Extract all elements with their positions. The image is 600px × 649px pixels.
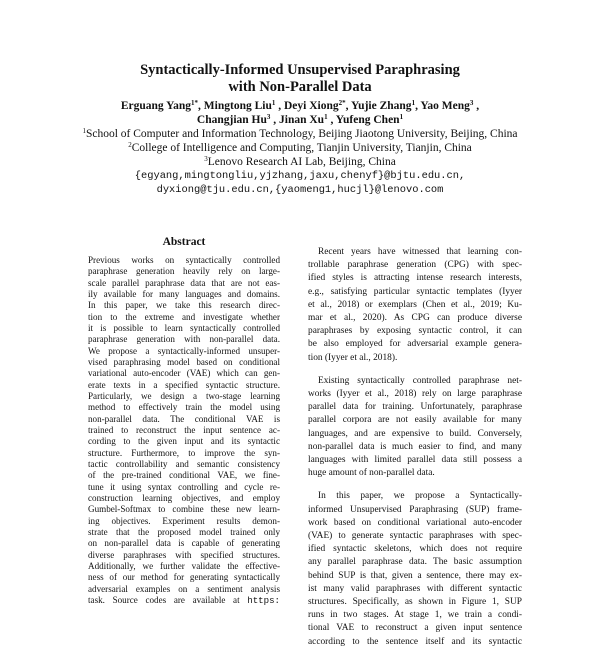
- text-line: Gumbel-Softmax to combine these new learn-: [88, 504, 280, 515]
- author-name: Erguang Yang: [120, 100, 192, 112]
- text-line: runs in two stages. At stage 1, we train a condi-: [308, 610, 522, 621]
- affiliation-text: School of Computer and Information Technology, Beijing Jiaotong University, Beijing, China: [85, 128, 518, 140]
- email-line-1: {egyang,mingtongliu,yjzhang,jaxu,chenyf}@bjtu.edu.cn,: [134, 170, 466, 182]
- intro-paragraph-1: [308, 246, 522, 365]
- text-line: trollable paraphrase generation (CPG) with spec-: [308, 260, 522, 271]
- text-line: on non-parallel data is capable of generating: [88, 538, 280, 549]
- text-line: strate that the proposed model trained only: [88, 526, 280, 537]
- author-affiliation-mark: 1: [399, 113, 404, 121]
- text-line: vised paraphrasing model based on conditional: [88, 356, 280, 367]
- text-line: ily available for many languages and domains.: [88, 288, 280, 299]
- text-line: non-parallel data is much easier to find, and many: [308, 441, 522, 452]
- title-line-1: Syntactically-Informed Unsupervised Paraphrasing: [140, 62, 460, 78]
- text-line: diverse paraphrases with specified structures.: [88, 549, 280, 560]
- author-name: Yujie Zhang: [350, 100, 412, 112]
- text-line: paraphrase generation with non-parallel data.: [88, 334, 280, 345]
- text-line: ist many valid paraphrases with different syntactic: [308, 583, 522, 594]
- text-line: paraphrases by exposing syntactic control, it can: [308, 326, 522, 337]
- text-line: mar et al., 2020). As CPG can produce diverse: [308, 313, 522, 324]
- text-line: In this paper, we propose a Syntactically-: [318, 491, 522, 502]
- text-line: tion to the extreme and investigate whether: [88, 311, 280, 322]
- text-line: scale parallel paraphrase data that are not eas-: [88, 277, 280, 288]
- introduction-column: [308, 246, 522, 649]
- author-separator: ,: [327, 114, 336, 126]
- text-line: works (Iyyer et al., 2018) rely on large paraphrase: [308, 389, 522, 400]
- author-affiliation-mark: 1: [324, 113, 328, 121]
- author-affiliation-mark: 1: [271, 99, 276, 107]
- text-line: [88, 595, 280, 606]
- text-line: (VAE) to generate syntactic paraphrases with spec-: [308, 531, 522, 542]
- text-line: Previous works on syntactically controlled: [88, 255, 280, 265]
- authors-line-2: [0, 113, 600, 127]
- affiliation-mark: 3: [204, 155, 208, 163]
- author-name: Yao Meng: [420, 100, 470, 112]
- author-separator: ,: [415, 100, 421, 112]
- intro-paragraph-3: [308, 490, 522, 648]
- text-line: huge amount of non-parallel data.: [308, 468, 435, 479]
- text-line: languages with limited parallel data still possess a: [308, 455, 522, 466]
- text-line: work based on conditional variational auto-encoder: [308, 517, 522, 528]
- author-affiliation-mark: 2*: [338, 99, 346, 107]
- text-line: et al., 2018) or exemplars (Chen et al., 2019; Ku-: [308, 299, 522, 310]
- affiliation-line: [0, 155, 600, 169]
- author-separator: ,: [345, 100, 351, 112]
- text-line: variational auto-encoder (VAE) which can gen-: [88, 368, 280, 379]
- affiliation-line: [0, 141, 600, 155]
- author-separator: ,: [275, 100, 284, 112]
- text-line: adversarial examples on a sentiment analysis: [88, 583, 280, 594]
- title-line-2: with Non-Parallel Data: [228, 79, 372, 95]
- affiliation-mark: 1: [82, 127, 86, 135]
- author-affiliation-mark: 3: [266, 113, 271, 121]
- text-line: paraphrase generation heavily rely on large-: [88, 266, 280, 277]
- text-line: non-parallel data. The conditional VAE is: [88, 413, 280, 424]
- abstract-heading: Abstract: [162, 236, 206, 248]
- author-name: Yufeng Chen: [335, 114, 400, 126]
- text-line: e.g., satisfying particular syntactic templates (Iyyer: [308, 286, 522, 297]
- text-line: Recent years have witnessed that learning con-: [318, 247, 522, 257]
- text-line: erate texts in a specified syntactic structure.: [88, 379, 280, 390]
- text-line: tional VAE to reconstruct a given input sentence: [308, 623, 522, 634]
- intro-paragraph-2: [308, 375, 522, 481]
- author-name: Jinan Xu: [279, 114, 325, 126]
- text-line: it is possible to learn syntactically controlled: [88, 322, 280, 333]
- email-line-2: dyxiong@tju.edu.cn,{yaomeng1,hucjl}@lenovo.com: [156, 184, 444, 196]
- text-line: tion (Iyyer et al., 2018).: [308, 352, 398, 363]
- text-line: structures. Specifically, as shown in Figure 1, SUP: [308, 597, 522, 608]
- text-line: ified styles is attracting intense research interests,: [308, 273, 522, 284]
- text-line: structure. Furthermore, to improve the syn-: [88, 447, 280, 458]
- text-line: behind SUP is that, given a sentence, there may ex-: [308, 570, 522, 581]
- affiliation-text: College of Intelligence and Computing, Tianjin University, Tianjin, China: [131, 142, 472, 154]
- abstract-last-text: task. Source codes are available at: [88, 594, 248, 605]
- author-affiliation-mark: 1*: [191, 99, 199, 107]
- text-line: parallel corpora are not easily available for many: [308, 415, 522, 426]
- text-line: In this paper, we take this research direc-: [88, 300, 280, 311]
- text-line: of the pre-trained conditional VAE, we fine-: [88, 470, 280, 481]
- text-line: Existing syntactically controlled paraphrase net-: [318, 375, 522, 386]
- affiliation-mark: 2: [128, 141, 132, 149]
- author-name: Deyi Xiong: [283, 100, 339, 112]
- author-separator: ,: [473, 100, 480, 112]
- paper-title: [0, 62, 600, 96]
- author-separator: ,: [270, 114, 280, 126]
- author-affiliation-mark: 1: [411, 99, 416, 107]
- text-line: be also employed for adversarial example genera-: [308, 339, 522, 350]
- code-url-link[interactable]: https:: [247, 594, 280, 606]
- text-line: ified syntactic skeletons, which does not require: [308, 544, 522, 555]
- affiliation-text: Lenovo Research AI Lab, Beijing, China: [207, 156, 396, 168]
- text-line: cording to the given input and its syntactic: [88, 436, 280, 447]
- text-line: parallel data for training. Unfortunately, paraphrase: [308, 402, 522, 413]
- author-separator: ,: [198, 100, 204, 112]
- text-line: informed Unsupervised Paraphrasing (SUP) frame-: [308, 504, 522, 515]
- text-line: according to the sentence itself and its syntactic: [308, 636, 522, 647]
- text-line: ing objectives. Experiment results demon-: [88, 515, 280, 526]
- text-line: any parallel paraphrase data. The basic assumption: [308, 557, 522, 568]
- affiliation-line: [0, 127, 600, 141]
- text-line: languages, and are expensive to build. Conversely,: [308, 428, 522, 439]
- author-affiliation-mark: 3: [469, 99, 474, 107]
- author-name: Changjian Hu: [196, 114, 267, 126]
- text-line: We propose a syntactically-informed unsuper-: [88, 345, 280, 356]
- text-line: construction learning objectives, and employ: [88, 492, 280, 503]
- text-line: tactic controllability and semantic consistency: [88, 458, 280, 469]
- text-line: ness of our method for generating syntactically: [88, 572, 280, 583]
- author-name: Mingtong Liu: [203, 100, 272, 112]
- text-line: Additionally, we further validate the effective-: [88, 560, 280, 571]
- text-line: Particularly, we design a two-stage learning: [88, 390, 280, 401]
- abstract-text: [88, 255, 280, 606]
- text-line: method to effectively train the model using: [88, 402, 280, 413]
- authors-line-1: [0, 99, 600, 113]
- text-line: tune it using syntax controlling and cycle re-: [88, 481, 280, 492]
- text-line: trained to reconstruct the input sentence ac-: [88, 424, 280, 435]
